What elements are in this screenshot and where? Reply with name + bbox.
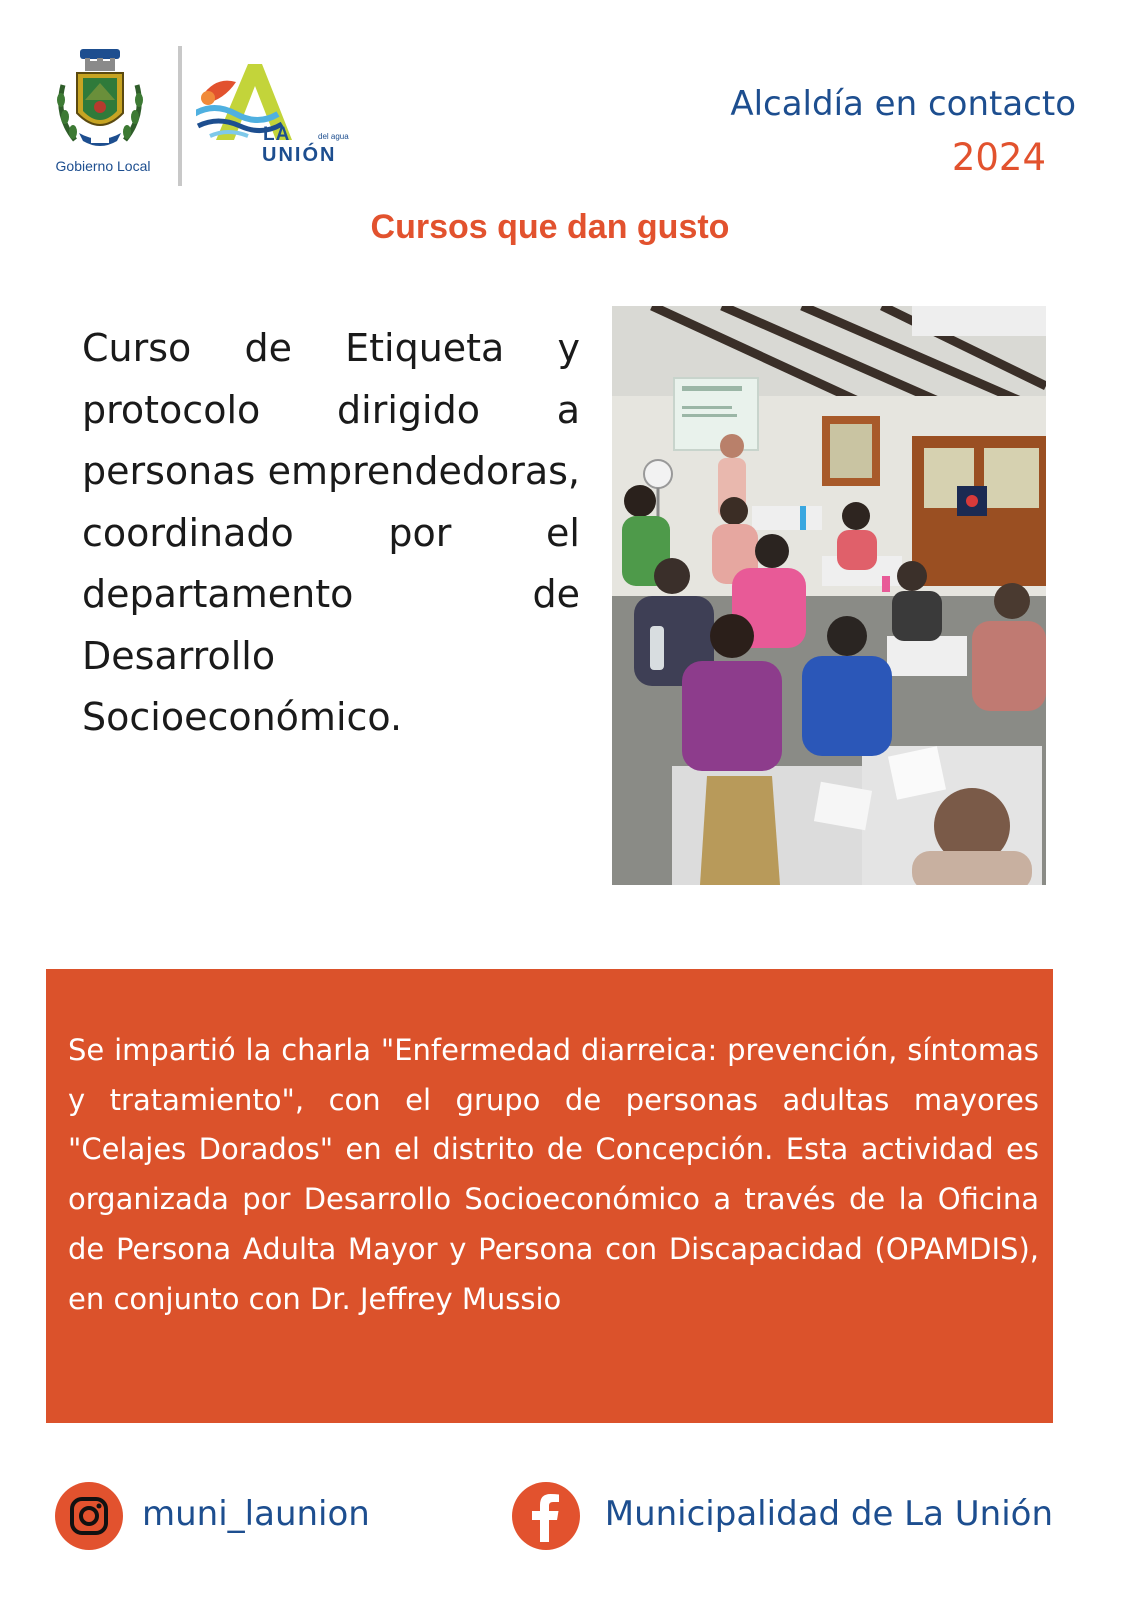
facebook-icon[interactable] [512,1482,580,1550]
coat-of-arms-icon [55,45,145,155]
brand-logo-tagline: del agua [318,132,349,141]
classroom-photo [612,306,1046,885]
page-title: Cursos que dan gusto [370,208,730,246]
info-box [46,969,1053,1423]
instagram-icon[interactable] [55,1482,123,1550]
info-text: Se impartió la charla "Enfermedad diarreica: prevención, síntomas y tratamiento", con el grupo de personas adultas mayores "Celajes Dorados" en el distrito de Concepción. Esta actividad es organizada por Desarrollo Socioeconómico a través de la Oficina de Persona Adulta Mayor y Persona con Discapacidad (OPAMDIS), en conjunto con Dr. Jeffrey Mussio [68,1033,1039,1316]
brand-logo-la: LA [263,124,291,145]
header-divider [178,46,182,186]
gov-logo-caption: Gobierno Local [55,158,151,174]
course-description: Curso de Etiqueta y protocolo dirigido a personas emprendedoras, coordinado por el departamento de Desarrollo Socioeconómico. [82,326,580,739]
header-title: Alcaldía en contacto [730,84,1076,124]
brand-logo-union: UNIÓN [262,144,337,166]
facebook-page-name[interactable]: Municipalidad de La Unión [604,1494,1053,1534]
instagram-handle[interactable]: muni_launion [142,1494,370,1534]
header-year: 2024 [951,136,1046,179]
